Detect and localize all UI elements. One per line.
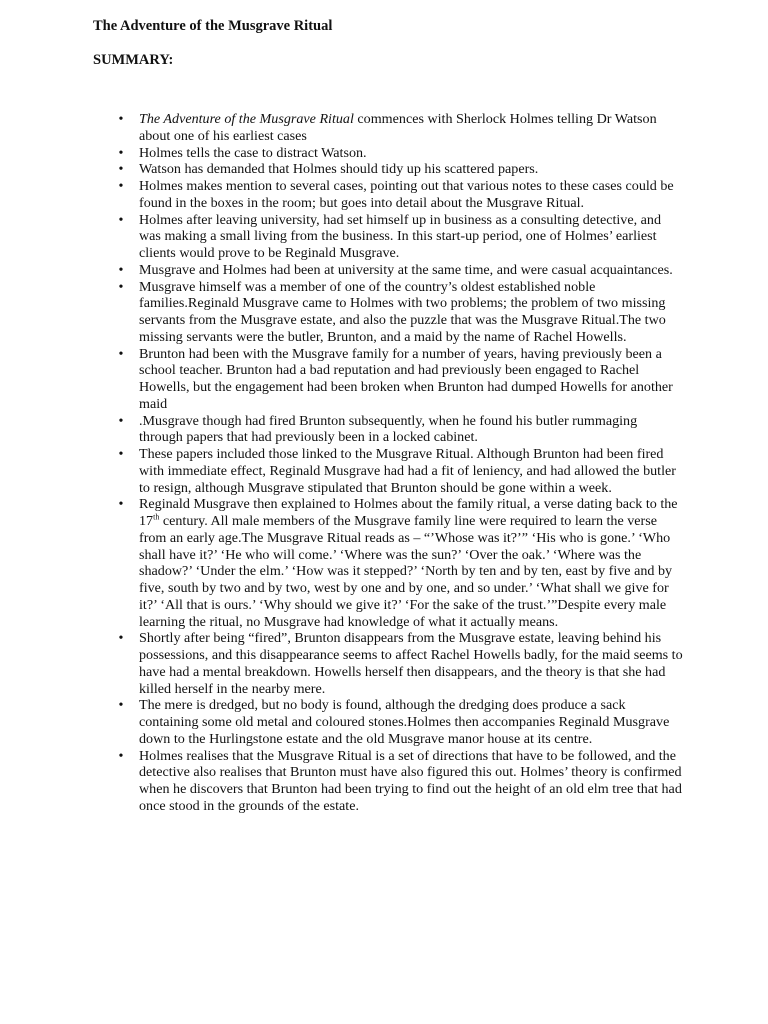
list-item (118, 345, 684, 413)
summary-heading: SUMMARY: (93, 52, 174, 68)
bullet-icon: • (118, 412, 124, 429)
story-title-italic: The Adventure of the Musgrave Ritual (139, 111, 354, 127)
bullet-icon: • (118, 496, 124, 513)
list-item-text: .Musgrave though had fired Brunton subsequently, when he found his butler rummaging through papers that had previously been in a locked cabinet. (139, 412, 638, 446)
list-item (118, 747, 684, 815)
bullet-icon: • (118, 747, 124, 764)
list-item-text (139, 496, 684, 630)
list-item-text: These papers included those linked to the Musgrave Ritual. Although Brunton had been fired with immediate effect, Reginald Musgrave had had a fit of leniency, and had allowed the butler to resign, although Musgrave stipulated that Brunton should be gone within a week. (139, 446, 676, 496)
bullet-icon: • (118, 144, 124, 161)
list-item-text: Shortly after being “fired”, Brunton disappears from the Musgrave estate, leaving behind his possessions, and this disappearance seems to affect Rachel Howells badly, for the maid seems to have had a mental breakdown. Howells herself then disappears, and the theory is that she had killed herself in the nearby mere. (139, 630, 683, 697)
list-item (118, 144, 684, 162)
list-item (118, 446, 684, 496)
ordinal-superscript: th (153, 512, 160, 522)
list-item (118, 211, 684, 262)
bullet-icon: • (118, 211, 124, 228)
list-item (118, 178, 684, 212)
bullet-icon: • (118, 261, 124, 278)
list-item (118, 278, 684, 346)
summary-bullet-list (118, 111, 684, 815)
list-item-text-part: Reginald Musgrave then explained to Holmes about the family ritual, a verse dating back to the 17 (139, 496, 678, 529)
list-item-text: Holmes realises that the Musgrave Ritual is a set of directions that have to be followed, and the detective also realises that Brunton must have also figured this out. Holmes’ theory is confirmed when he discovers that Brunton had been trying to find out the height of an old elm tree that had once stood in the grounds of the estate. (139, 747, 682, 814)
bullet-icon: • (118, 446, 124, 462)
bullet-icon: • (118, 697, 124, 714)
bullet-icon: • (118, 278, 124, 295)
list-item (118, 161, 684, 178)
list-item (118, 412, 684, 447)
list-item (118, 630, 684, 697)
bullet-icon: • (118, 178, 124, 194)
list-item-text: Brunton had been with the Musgrave family for a number of years, having previously been a school teacher. Brunton had a bad reputation and had previously been engaged to Rachel Howells, but the engagement had been broken when Brunton had dumped Howells for another maid (139, 345, 673, 412)
list-item-text: Musgrave and Holmes had been at university at the same time, and were casual acquaintances. (139, 261, 673, 278)
list-item (118, 697, 684, 747)
list-item-text-part: century. All male members of the Musgrave family line were required to learn the verse from an early age.The Musgrave Ritual reads as – “’Whose was it?’” ‘His who is gone.’ ‘Who shall have it?’ ‘He who will come.’ ‘Where was the sun?’ ‘Over the oak.’ ‘Where was the shadow?’ ‘Under the elm.’ ‘How was it stepped?’ ‘North by ten and by ten, east by five and by five, south by two and by two, west by one and by one, and so under.’ ‘What shall we give for it?’ ‘All that is ours.’ ‘Why should we give it?’ ‘For the sake of the trust.’”Despite every male learning the ritual, no Musgrave had knowledge of what it actually means. (139, 513, 673, 630)
list-item (118, 496, 684, 630)
list-item (118, 261, 684, 279)
bullet-icon: • (118, 161, 124, 178)
list-item-text: Watson has demanded that Holmes should tidy up his scattered papers. (139, 161, 539, 178)
bullet-icon: • (118, 345, 124, 362)
bullet-icon: • (118, 630, 124, 647)
bullet-icon: • (118, 111, 124, 127)
list-item-text: Holmes tells the case to distract Watson. (139, 144, 367, 161)
list-item-text: Holmes after leaving university, had set himself up in business as a consulting detective, and was making a small living from the business. In this start-up period, one of Holmes’ earliest clients would prove to be Reginald Musgrave. (139, 211, 661, 261)
list-item-text: Holmes makes mention to several cases, pointing out that various notes to these cases could be found in the boxes in the room; but goes into detail about the Musgrave Ritual. (139, 178, 674, 211)
document-title: The Adventure of the Musgrave Ritual (93, 18, 333, 34)
list-item-text-rest: commences with Sherlock Holmes telling Dr Watson about one of his earliest cases (139, 111, 657, 144)
list-item-text (139, 111, 684, 145)
list-item-text: The mere is dredged, but no body is found, although the dredging does produce a sack containing some old metal and coloured stones.Holmes then accompanies Reginald Musgrave down to the Hurlingstone estate and the old Musgrave manor house at its centre. (139, 697, 670, 747)
list-item-text: Musgrave himself was a member of one of the country’s oldest established noble families.Reginald Musgrave came to Holmes with two problems; the problem of two missing servants from the Musgrave estate, and also the puzzle that was the Musgrave Ritual.The two missing servants were the butler, Brunton, and a maid by the name of Rachel Howells. (139, 278, 666, 345)
list-item (118, 111, 684, 145)
